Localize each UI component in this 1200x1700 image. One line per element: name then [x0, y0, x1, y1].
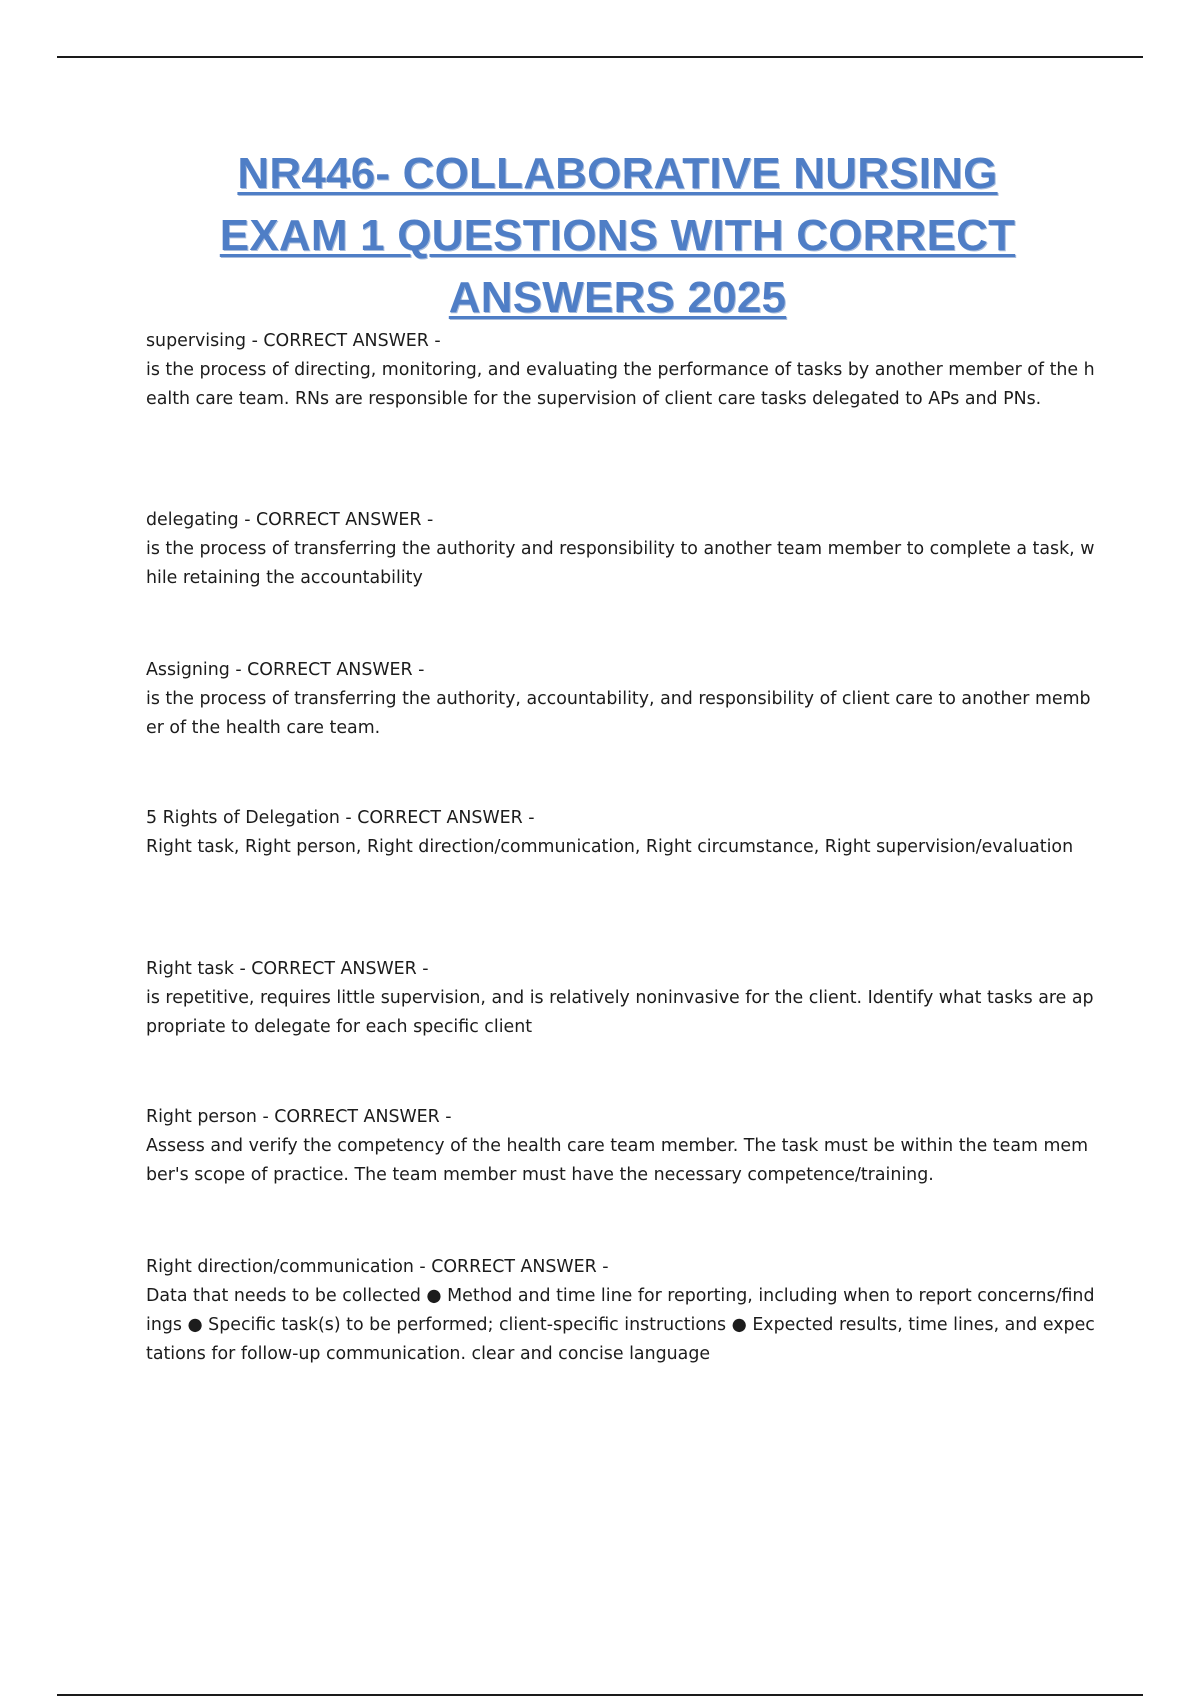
qa-answer: Assess and verify the competency of the health care team member. The task must be within the team member's scope of practice. The team member must have the necessary competence/training. [146, 1136, 1089, 1185]
qa-answer: Right task, Right person, Right direction/communication, Right circumstance, Right supervision/evaluation [146, 837, 1074, 857]
qa-term: 5 Rights of Delegation - CORRECT ANSWER - [146, 808, 535, 828]
document-title [120, 143, 1115, 329]
title-line-1: NR446- COLLABORATIVE NURSING [237, 149, 998, 198]
qa-answer: is the process of transferring the authority and responsibility to another team member to complete a task, while retaining the accountability [146, 539, 1095, 588]
bottom-rule [57, 1694, 1143, 1696]
qa-entry-right-person [146, 1103, 1096, 1190]
qa-answer: is repetitive, requires little supervision, and is relatively noninvasive for the client. Identify what tasks are appropriate to delegate for each specific client [146, 988, 1094, 1037]
qa-term: delegating - CORRECT ANSWER - [146, 510, 434, 530]
qa-answer: Data that needs to be collected ● Method and time line for reporting, including when to report concerns/findings ● Specific task(s) to be performed; client-specific instructions ● Expected results, time lines, and expectations for follow-up communication. clear and concise language [146, 1286, 1095, 1364]
qa-answer: is the process of transferring the authority, accountability, and responsibility of client care to another member of the health care team. [146, 689, 1091, 738]
qa-term: Right direction/communication - CORRECT ANSWER - [146, 1257, 609, 1277]
qa-entry-right-direction [146, 1253, 1096, 1369]
qa-entry-assigning [146, 656, 1096, 743]
top-rule [57, 56, 1143, 58]
qa-term: supervising - CORRECT ANSWER - [146, 331, 441, 351]
qa-entry-supervising [146, 327, 1096, 414]
qa-entry-right-task [146, 955, 1096, 1042]
title-line-2: EXAM 1 QUESTIONS WITH CORRECT [219, 211, 1016, 260]
title-line-3: ANSWERS 2025 [448, 273, 787, 322]
qa-entry-delegating [146, 506, 1096, 593]
qa-term: Right person - CORRECT ANSWER - [146, 1107, 452, 1127]
qa-term: Right task - CORRECT ANSWER - [146, 959, 429, 979]
qa-entry-5-rights [146, 804, 1096, 862]
qa-term: Assigning - CORRECT ANSWER - [146, 660, 425, 680]
qa-answer: is the process of directing, monitoring, and evaluating the performance of tasks by another member of the health care team. RNs are responsible for the supervision of client care tasks delegated to APs and PNs. [146, 360, 1095, 409]
